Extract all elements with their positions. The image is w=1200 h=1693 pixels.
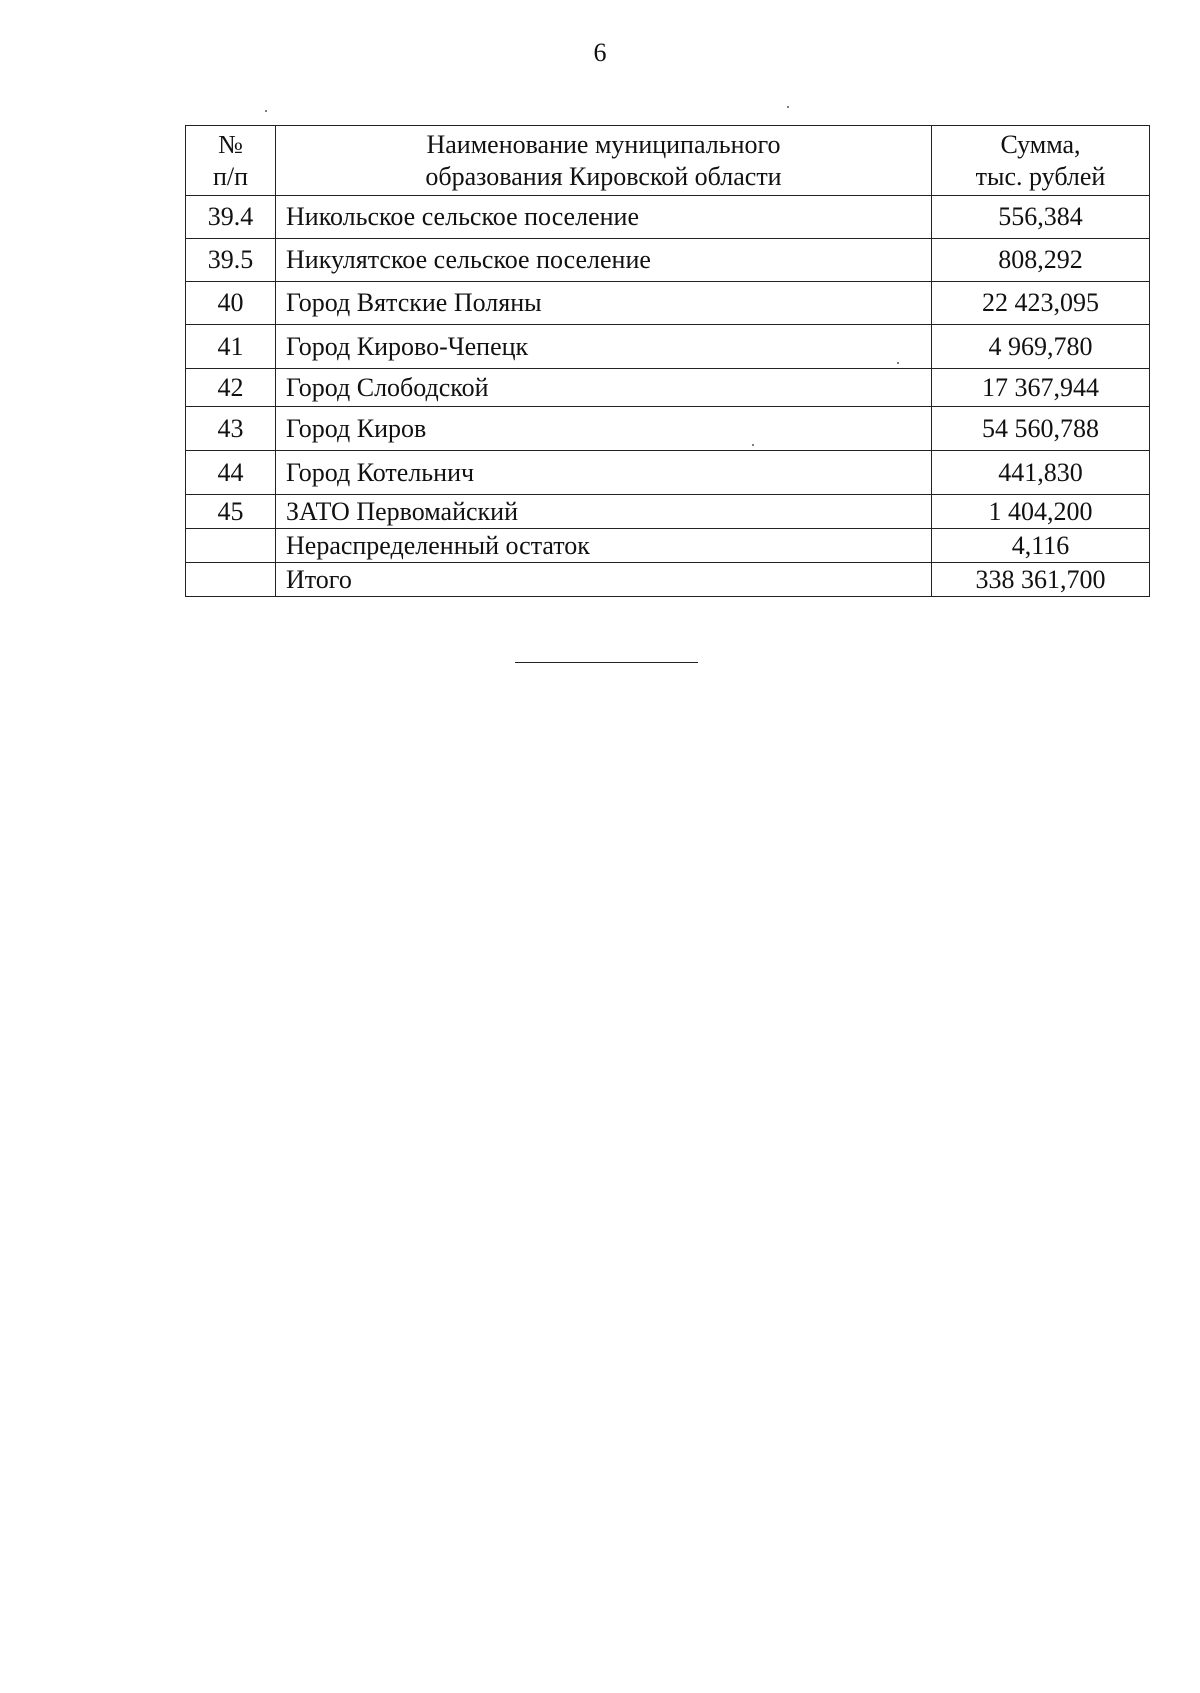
table-row bbox=[186, 495, 1150, 529]
municipality-name: Нераспределенный остаток bbox=[276, 529, 932, 563]
table-row bbox=[186, 282, 1150, 325]
amount: 4 969,780 bbox=[932, 325, 1150, 369]
table-row bbox=[186, 529, 1150, 563]
municipality-name: Город Кирово-Чепецк bbox=[276, 325, 932, 369]
row-number: 45 bbox=[186, 495, 276, 529]
header-name-line-1: Наименование муниципального bbox=[426, 129, 781, 159]
municipality-name: Город Киров bbox=[276, 407, 932, 451]
row-number: 44 bbox=[186, 451, 276, 495]
closing-rule bbox=[515, 662, 698, 663]
row-number: 40 bbox=[186, 282, 276, 325]
municipality-name: Город Слободской bbox=[276, 369, 932, 407]
row-number: 42 bbox=[186, 369, 276, 407]
amount: 1 404,200 bbox=[932, 495, 1150, 529]
header-sum bbox=[932, 126, 1150, 196]
municipality-name: ЗАТО Первомайский bbox=[276, 495, 932, 529]
table-row bbox=[186, 369, 1150, 407]
amount: 808,292 bbox=[932, 239, 1150, 282]
amount: 54 560,788 bbox=[932, 407, 1150, 451]
table-row bbox=[186, 239, 1150, 282]
scan-speck bbox=[265, 110, 267, 112]
amount: 17 367,944 bbox=[932, 369, 1150, 407]
table-header-row bbox=[186, 126, 1150, 196]
municipality-name: Никулятское сельское поселение bbox=[276, 239, 932, 282]
header-sum-line-1: Сумма, bbox=[1000, 129, 1081, 159]
table-row bbox=[186, 325, 1150, 369]
table-row bbox=[186, 451, 1150, 495]
table-row bbox=[186, 407, 1150, 451]
municipality-name: Город Вятские Поляны bbox=[276, 282, 932, 325]
row-number bbox=[186, 529, 276, 563]
allocation-table bbox=[185, 125, 1150, 597]
header-num-line-1: № bbox=[218, 129, 243, 159]
row-number: 39.5 bbox=[186, 239, 276, 282]
header-sum-line-2: тыс. рублей bbox=[975, 161, 1106, 191]
amount: 22 423,095 bbox=[932, 282, 1150, 325]
header-num bbox=[186, 126, 276, 196]
row-number: 41 bbox=[186, 325, 276, 369]
scan-speck bbox=[787, 106, 789, 108]
row-number: 39.4 bbox=[186, 196, 276, 239]
amount: 441,830 bbox=[932, 451, 1150, 495]
header-name-line-2: образования Кировской области bbox=[425, 161, 782, 191]
header-num-line-2: п/п bbox=[212, 161, 249, 191]
table-row bbox=[186, 196, 1150, 239]
municipality-name: Никольское сельское поселение bbox=[276, 196, 932, 239]
amount: 338 361,700 bbox=[932, 563, 1150, 597]
header-name bbox=[276, 126, 932, 196]
amount: 556,384 bbox=[932, 196, 1150, 239]
row-number: 43 bbox=[186, 407, 276, 451]
row-number bbox=[186, 563, 276, 597]
page-number: 6 bbox=[593, 38, 607, 67]
amount: 4,116 bbox=[932, 529, 1150, 563]
table-total-row bbox=[186, 563, 1150, 597]
municipality-name: Итого bbox=[276, 563, 932, 597]
municipality-name: Город Котельнич bbox=[276, 451, 932, 495]
